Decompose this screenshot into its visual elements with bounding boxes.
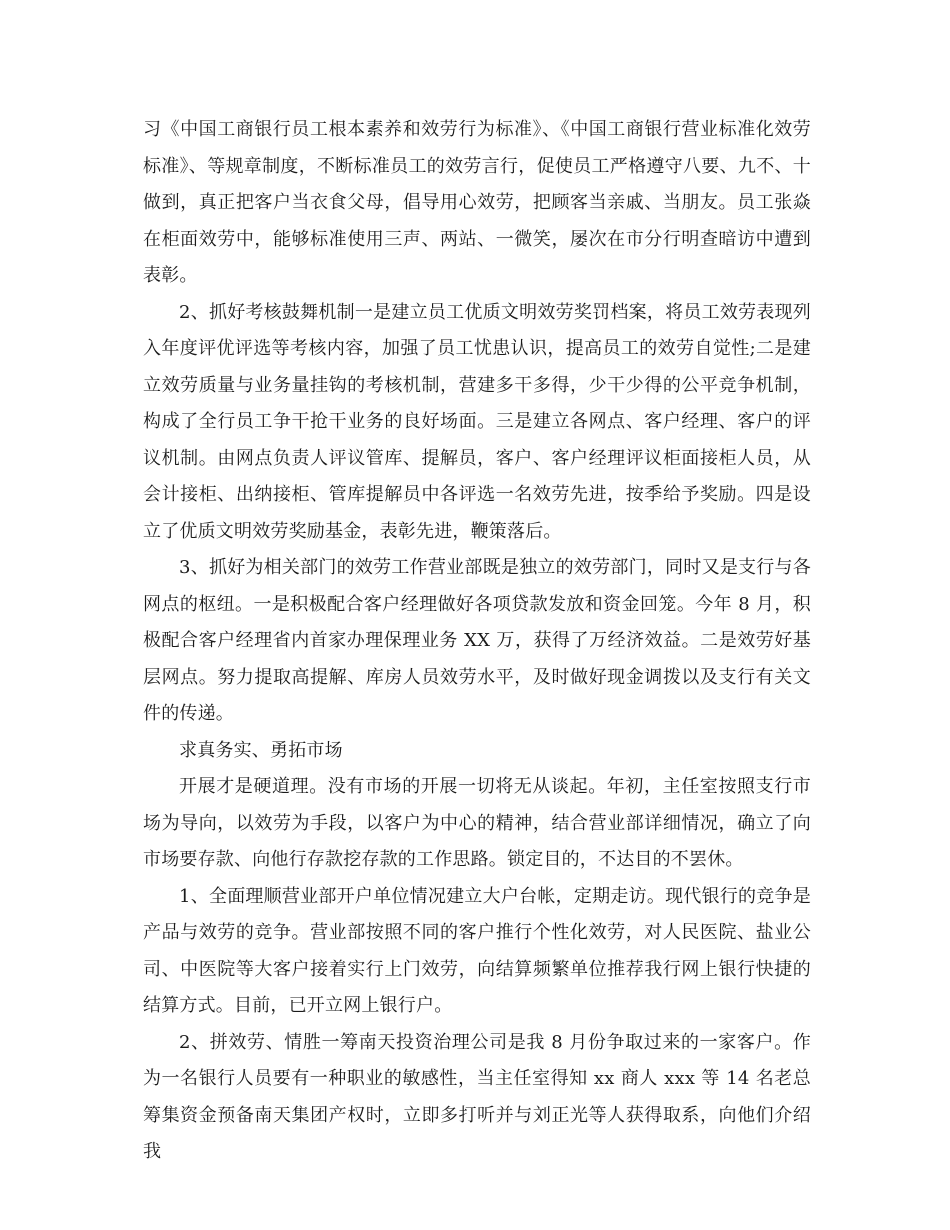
paragraph-customer-accounts: 1、全面理顺营业部开户单位情况建立大户台帐，定期走访。现代银行的竞争是产品与效劳的竞争。营业部按照不同的客户推行个性化效劳，对人民医院、盐业公司、中医院等大客户接着实行上门效劳，向结算频繁单位推荐我行网上银行快捷的结算方式。目前，已开立网上银行户。 xyxy=(143,885,811,1016)
paragraph-development: 开展才是硬道理。没有市场的开展一切将无从谈起。年初，主任室按照支行市场为导向，以效劳为手段，以客户为中心的精神，结合营业部详细情况，确立了向市场要存款、向他行存款挖存款的工作思路。锁定目的，不达目的不罢休。 xyxy=(143,776,811,870)
document-body xyxy=(143,112,811,1171)
paragraph-assessment-mechanism: 2、抓好考核鼓舞机制一是建立员工优质文明效劳奖罚档案，将员工效劳表现列入年度评优评选等考核内容，加强了员工忧患认识，提高员工的效劳自觉性;二是建立效劳质量与业务量挂钩的考核机制，营建多干多得，少干少得的公平竞争机制，构成了全行员工争干抢干业务的良好场面。三是建立各网点、客户经理、客户的评议机制。由网点负责人评议管库、提解员，客户、客户经理评议柜面接柜人员，从会计接柜、出纳接柜、管库提解员中各评选一名效劳先进，按季给予奖励。四是设立了优质文明效劳奖励基金，表彰先进，鞭策落后。 xyxy=(143,301,811,542)
paragraph-service-standards: 习《中国工商银行员工根本素养和效劳行为标准》、《中国工商银行营业标准化效劳标准》、等规章制度，不断标准员工的效劳言行，促使员工严格遵守八要、九不、十做到，真正把客户当衣食父母，倡导用心效劳，把顾客当亲戚、当朋友。员工张焱在柜面效劳中，能够标准使用三声、两站、一微笑，屡次在市分行明查暗访中遭到表彰。 xyxy=(143,119,811,286)
section-heading-market: 求真务实、勇拓市场 xyxy=(179,739,343,761)
paragraph-nantian-client: 2、拼效劳、情胜一筹南天投资治理公司是我 8 月份争取过来的一家客户。作为一名银行人员要有一种职业的敏感性，当主任室得知 xx 商人 xxx 等 14 名老总筹集资金预备南天集团产权时，立即多打听并与刘正光等人获得取系，向他们介绍我 xyxy=(143,1031,811,1162)
paragraph-department-service: 3、抓好为相关部门的效劳工作营业部既是独立的效劳部门，同时又是支行与各网点的枢纽。一是积极配合客户经理做好各项贷款发放和资金回笼。今年 8 月，积极配合客户经理省内首家办理保理业务 XX 万，获得了万经济效益。二是效劳好基层网点。努力提取高提解、库房人员效劳水平，及时做好现金调拨以及支行有关文件的传递。 xyxy=(143,557,811,724)
